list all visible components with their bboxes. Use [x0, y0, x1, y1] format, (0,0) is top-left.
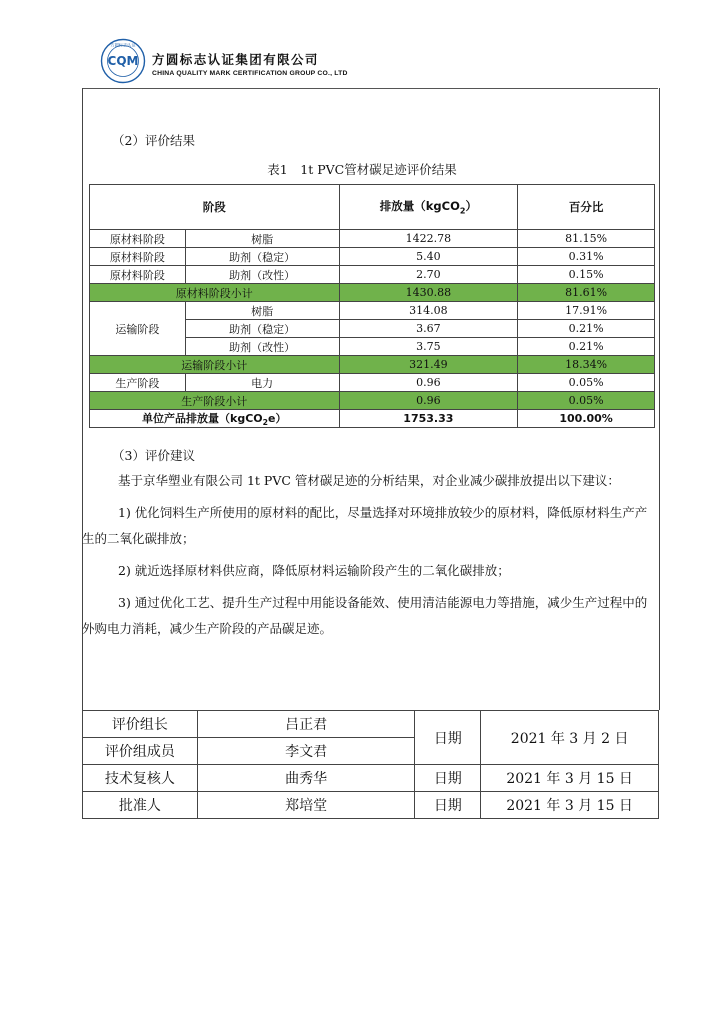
- recommendations: [82, 468, 658, 642]
- recommendation-intro: 基于京华塑业有限公司 1t PVC 管材碳足迹的分析结果，对企业减少碳排放提出以下建议：: [118, 473, 620, 488]
- company-name-block: [152, 50, 348, 77]
- company-name-en: CHINA QUALITY MARK CERTIFICATION GROUP CO., LTD: [152, 70, 348, 77]
- section-3-title: （3）评价建议: [112, 448, 195, 463]
- signoff-row-reviewer: 技术复核人 曲秀华 日期 2021 年 3 月 15 日: [83, 765, 659, 792]
- section-2-title: （2）评价结果: [112, 133, 195, 148]
- table-row: 原材料阶段 助剂（改性） 2.70 0.15%: [90, 266, 655, 284]
- subtotal-row-transport: 运输阶段小计 321.49 18.34%: [90, 356, 655, 374]
- total-row: [90, 410, 655, 428]
- evaluation-date: 2021 年 3 月 2 日: [481, 711, 659, 765]
- table-row: 助剂（改性） 3.75 0.21%: [90, 338, 655, 356]
- recommendation-item: 2) 就近选择原材料供应商，降低原材料运输阶段产生的二氧化碳排放；: [118, 563, 510, 578]
- subtotal-row-production: 生产阶段小计 0.96 0.05%: [90, 392, 655, 410]
- total-value: 1753.33: [339, 410, 518, 428]
- approve-date: 2021 年 3 月 15 日: [481, 792, 659, 819]
- signoff-row-leader: 评价组长 吕正君 日期 2021 年 3 月 2 日: [83, 711, 659, 738]
- table-caption: 表1 1t PVC管材碳足迹评价结果: [267, 162, 457, 177]
- table-row: 原材料阶段 助剂（稳定） 5.40 0.31%: [90, 248, 655, 266]
- recommendation-item: 3) 通过优化工艺、提升生产过程中用能设备能效、使用清洁能源电力等措施，减少生产过程中的外购电力消耗，减少生产阶段的产品碳足迹。: [82, 595, 648, 636]
- logo-text: CQM: [107, 54, 139, 68]
- signoff-row-member: 评价组成员 李文君: [83, 738, 659, 765]
- header-percent: 百分比: [518, 185, 655, 230]
- signoff-row-approver: 批准人 郑培堂 日期 2021 年 3 月 15 日: [83, 792, 659, 819]
- total-percent: 100.00%: [518, 410, 655, 428]
- recommendation-item: 1) 优化饲料生产所使用的原材料的配比，尽量选择对环境排放较少的原材料，降低原材料生产产生的二氧化碳排放；: [82, 505, 648, 546]
- signoff-table: [82, 710, 659, 819]
- carbon-footprint-table: [89, 184, 655, 428]
- header-stage: 阶段: [90, 185, 340, 230]
- subtotal-row-raw-material: 原材料阶段小计 1430.88 81.61%: [90, 284, 655, 302]
- table-row: 原材料阶段 树脂 1422.78 81.15%: [90, 230, 655, 248]
- total-label: 单位产品排放量（kgCO$_2$e）: [90, 410, 340, 428]
- table-row: 运输阶段 树脂 314.08 17.91%: [90, 302, 655, 320]
- company-name-cn: 方圆标志认证集团有限公司: [152, 52, 319, 67]
- table-row: 生产阶段 电力 0.96 0.05%: [90, 374, 655, 392]
- header-emission: 排放量（kgCO$_2$）: [339, 185, 518, 230]
- company-logo: [100, 38, 146, 84]
- table-header-row: [90, 185, 655, 230]
- logo-ring-text: 方圆标志认证: [110, 42, 136, 48]
- review-date: 2021 年 3 月 15 日: [481, 765, 659, 792]
- table-row: 助剂（稳定） 3.67 0.21%: [90, 320, 655, 338]
